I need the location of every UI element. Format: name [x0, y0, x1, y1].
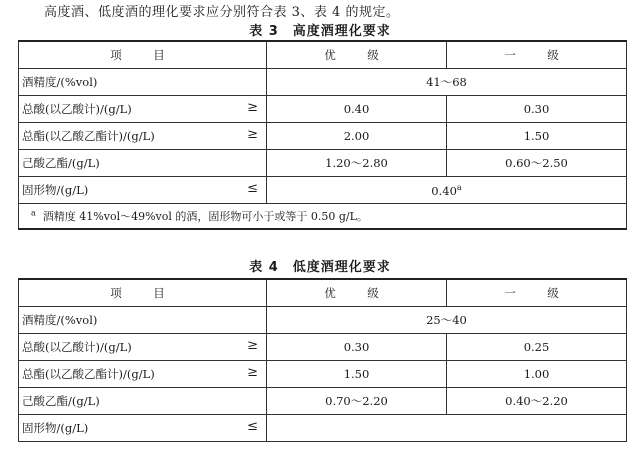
intro-text: 高度酒、低度酒的理化要求应分别符合表 3、表 4 的规定。 — [44, 5, 400, 20]
row-item-label: 酒精度/(%vol) — [19, 69, 267, 96]
row-superior-value: 0.70～2.20 — [267, 388, 447, 415]
table-row — [19, 96, 627, 123]
row-superior-value: 0.30 — [267, 334, 447, 361]
footnote-mark: a — [31, 208, 36, 218]
row-superior-value: 2.00 — [267, 123, 447, 150]
table-row — [19, 415, 627, 442]
table3-caption: 表 3 高度酒理化要求 — [249, 24, 391, 39]
table-row — [19, 307, 627, 334]
row-item-label: 固形物/(g/L) ≤ — [19, 177, 267, 204]
row-item-label: 总酸(以乙酸计)/(g/L) ≥ — [19, 334, 267, 361]
table-row — [19, 150, 627, 177]
table-row — [19, 388, 627, 415]
row-first-value: 0.60～2.50 — [447, 150, 627, 177]
header-item: 项 目 — [19, 41, 267, 69]
table-row — [19, 69, 627, 96]
row-superior-value: 1.20～2.80 — [267, 150, 447, 177]
header-superior: 优 级 — [267, 279, 447, 307]
row-item-label: 酒精度/(%vol) — [19, 307, 267, 334]
row-item-label: 总酯(以乙酸乙酯计)/(g/L) ≥ — [19, 123, 267, 150]
table3 — [18, 40, 627, 230]
row-item-label: 固形物/(g/L) ≤ — [19, 415, 267, 442]
row-item-label: 总酯(以乙酸乙酯计)/(g/L) ≥ — [19, 361, 267, 388]
row-superior-value: 0.40 — [267, 96, 447, 123]
comparison-symbol: ≥ — [247, 365, 258, 380]
row-first-value: 1.00 — [447, 361, 627, 388]
header-first: 一 级 — [447, 41, 627, 69]
table-row — [19, 123, 627, 150]
row-item-label: 总酸(以乙酸计)/(g/L) ≥ — [19, 96, 267, 123]
row-first-value: 0.30 — [447, 96, 627, 123]
comparison-symbol: ≤ — [247, 419, 258, 434]
table4-header-row — [19, 279, 627, 307]
header-item: 项 目 — [19, 279, 267, 307]
comparison-symbol: ≥ — [247, 338, 258, 353]
row-first-value: 1.50 — [447, 123, 627, 150]
table3-header-row — [19, 41, 627, 69]
comparison-symbol: ≥ — [247, 127, 258, 142]
table4-caption: 表 4 低度酒理化要求 — [249, 260, 391, 275]
comparison-symbol: ≤ — [247, 181, 258, 196]
table-row — [19, 361, 627, 388]
row-merged-value: 41～68 — [267, 69, 627, 96]
row-item-label: 己酸乙酯/(g/L) — [19, 388, 267, 415]
row-merged-value: 25～40 — [267, 307, 627, 334]
footnote-row — [19, 204, 627, 230]
row-first-value: 0.40～2.20 — [447, 388, 627, 415]
comparison-symbol: ≥ — [247, 100, 258, 115]
footnote-ref: a — [456, 182, 462, 192]
row-item-label: 己酸乙酯/(g/L) — [19, 150, 267, 177]
row-merged-value — [267, 415, 627, 442]
row-first-value: 0.25 — [447, 334, 627, 361]
row-merged-value: 0.40$^a$ — [267, 177, 627, 204]
table-row — [19, 177, 627, 204]
header-superior: 优 级 — [267, 41, 447, 69]
table-row — [19, 334, 627, 361]
table4 — [18, 278, 627, 442]
row-superior-value: 1.50 — [267, 361, 447, 388]
footnote: $^a$ 酒精度 41%vol～49%vol 的酒，固形物可小于或等于 0.50 g/L。 — [19, 204, 627, 230]
header-first: 一 级 — [447, 279, 627, 307]
